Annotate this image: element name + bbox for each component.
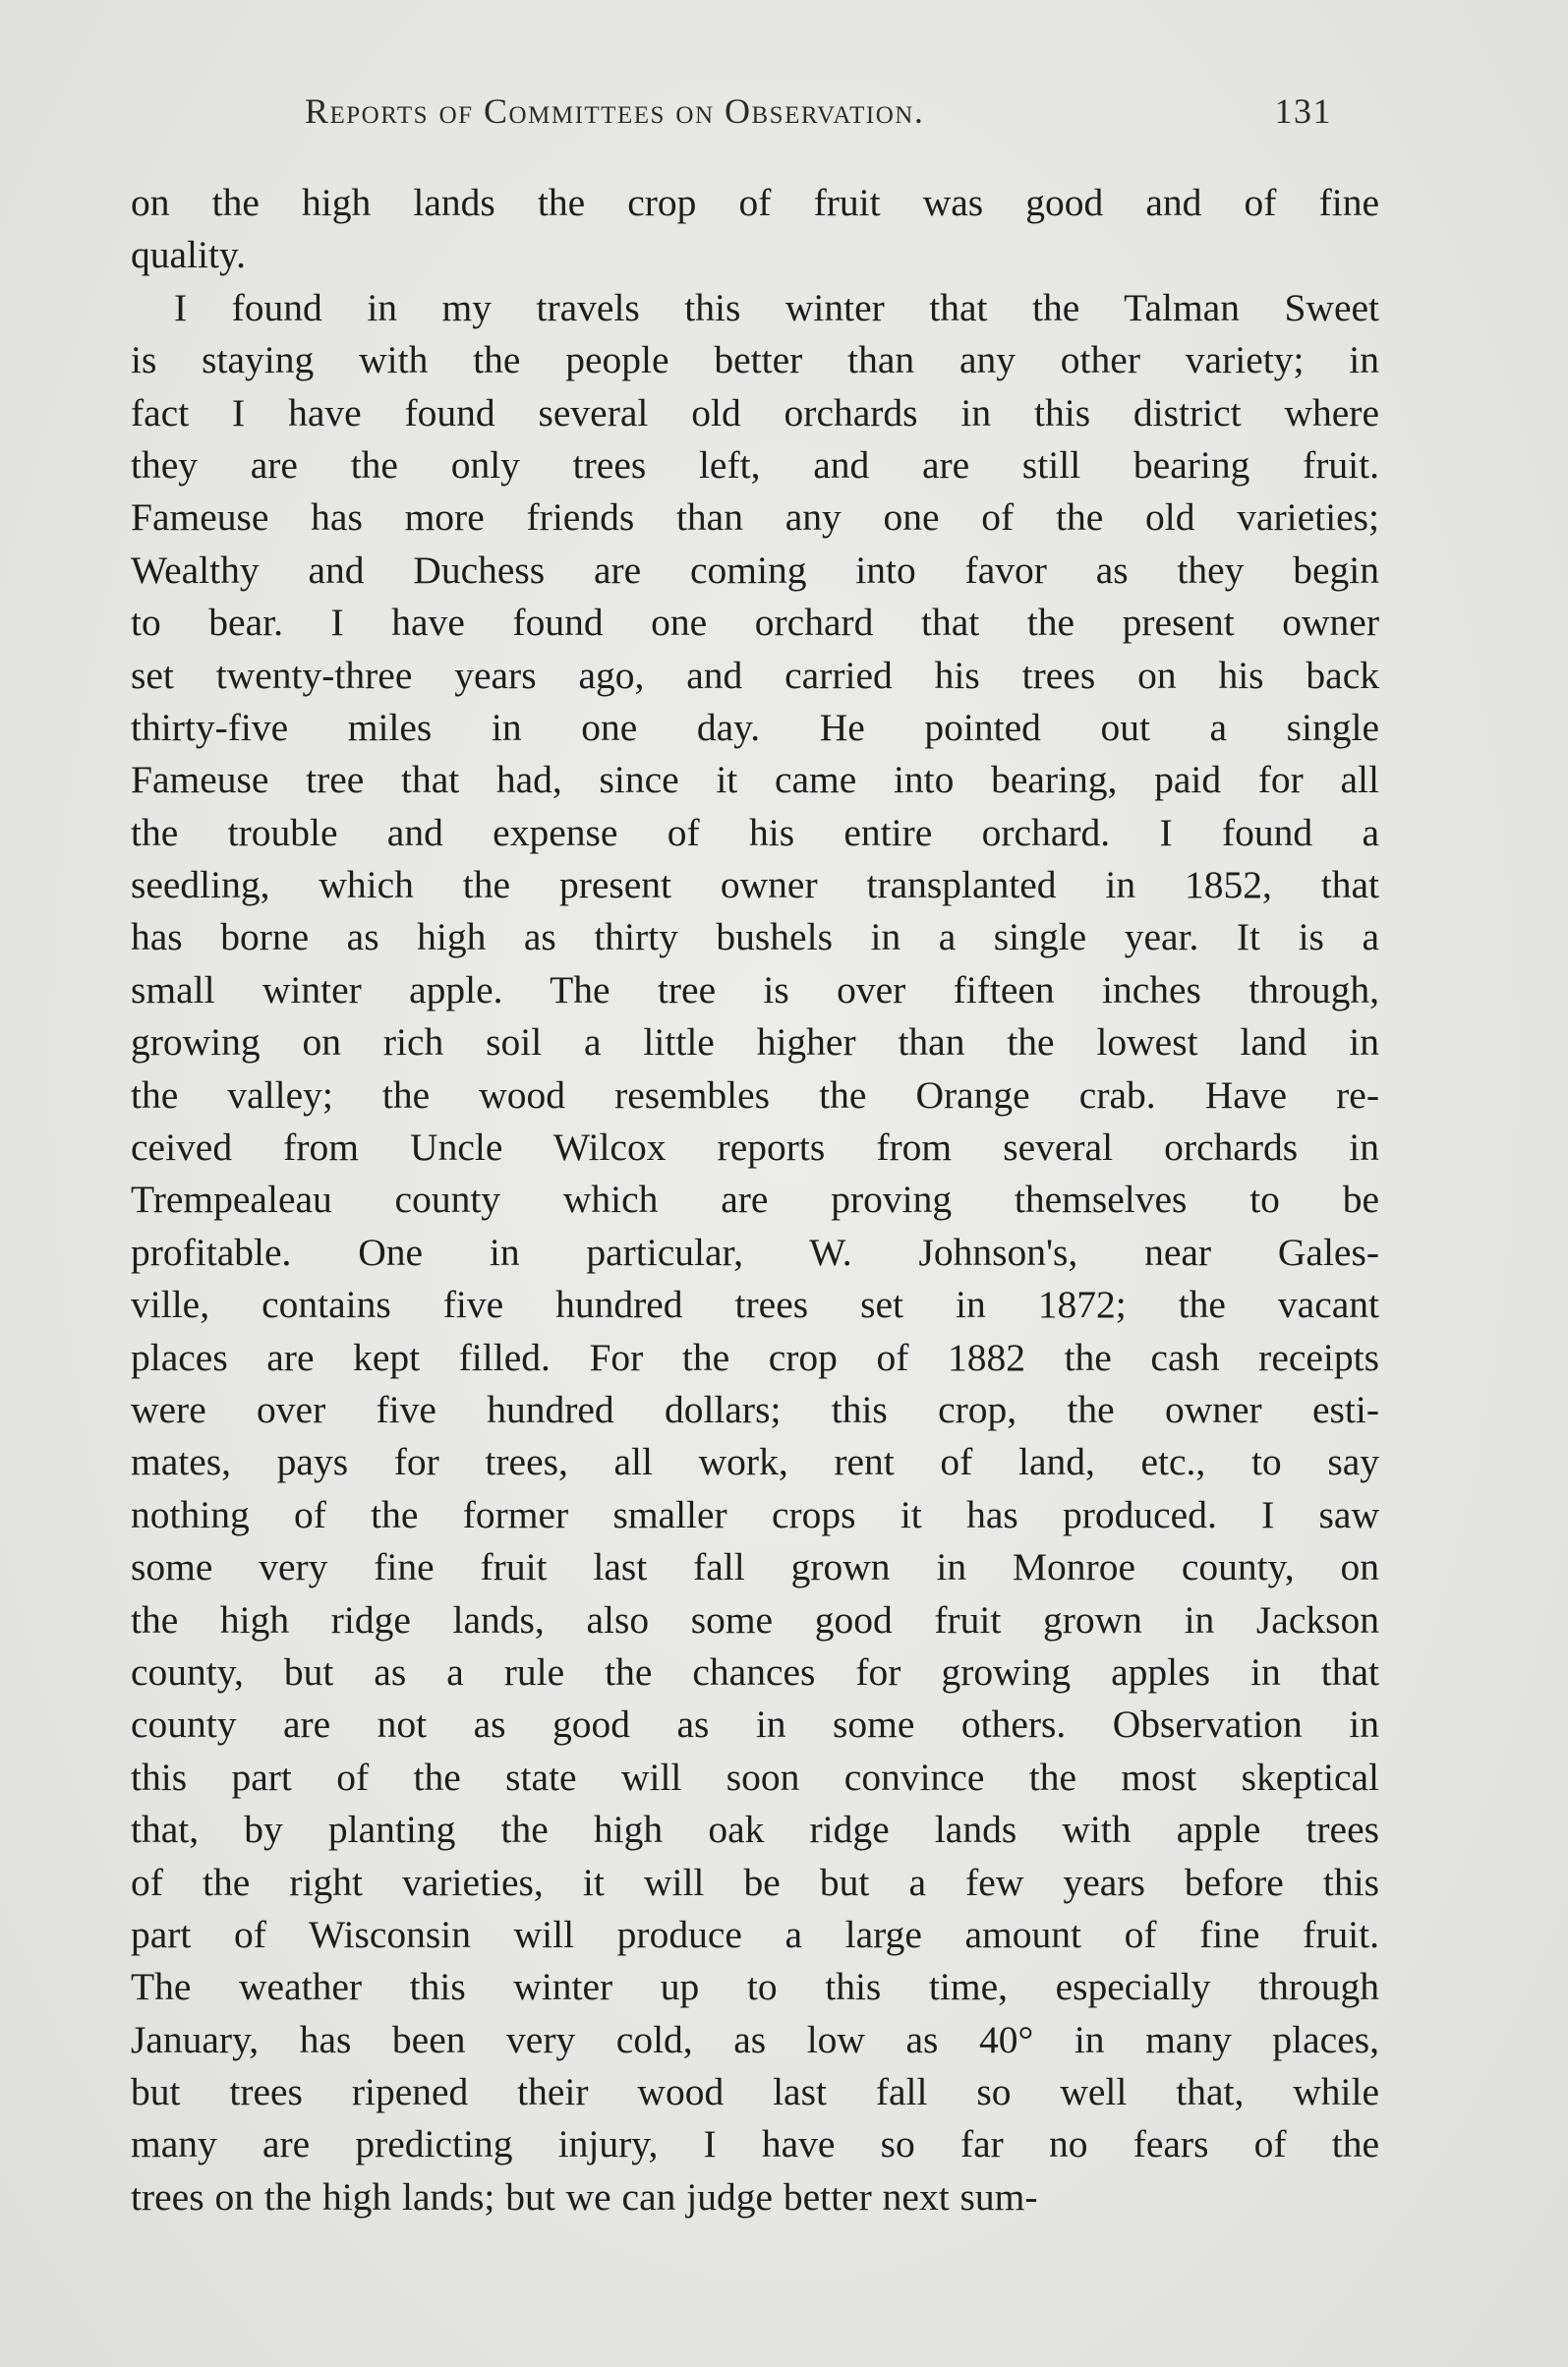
running-head-title: Reports of Committees on Observation.: [305, 91, 925, 131]
page-number: 131: [1274, 91, 1332, 131]
text-line: January, has been very cold, as low as 40° in many places,: [131, 2017, 1379, 2061]
body-text: [131, 177, 1379, 2223]
text-line: of the right varieties, it will be but a few years before this: [131, 1860, 1379, 1904]
text-line: they are the only trees left, and are still bearing fruit.: [131, 442, 1379, 487]
text-line: ceived from Uncle Wilcox reports from several orchards in: [131, 1126, 1379, 1170]
text-line: has borne as high as thirty bushels in a single year. It is a: [131, 915, 1379, 959]
text-line: county, but as a rule the chances for growing apples in that: [131, 1649, 1379, 1694]
text-line: profitable. One in particular, W. Johnson's, near Gales-: [131, 1230, 1379, 1274]
text-line: The weather this winter up to this time, especially through: [131, 1965, 1379, 2009]
paragraph: [131, 282, 1379, 2223]
text-line: fact I have found several old orchards in this district where: [131, 390, 1379, 434]
text-line: the valley; the wood resembles the Orange crab. Have re-: [131, 1072, 1379, 1117]
text-line: Fameuse tree that had, since it came into bearing, paid for all: [131, 758, 1379, 802]
paragraph: [131, 177, 1379, 282]
text-line: were over five hundred dollars; this crop, the owner esti-: [131, 1387, 1379, 1431]
text-line: to bear. I have found one orchard that the present owner: [131, 601, 1379, 645]
text-line: I found in my travels this winter that the Talman Sweet: [174, 285, 1379, 329]
text-line: the high ridge lands, also some good fruit grown in Jackson: [131, 1597, 1379, 1642]
text-line: nothing of the former smaller crops it has produced. I saw: [131, 1492, 1379, 1536]
text-line: but trees ripened their wood last fall so well that, while: [131, 2070, 1379, 2114]
text-line: county are not as good as in some others. Observation in: [131, 1703, 1379, 1747]
text-line: this part of the state will soon convince the most skeptical: [131, 1755, 1379, 1799]
text-line: seedling, which the present owner transplanted in 1852, that: [131, 863, 1379, 907]
text-line: is staying with the people better than any other variety; in: [131, 338, 1379, 382]
text-line: quality.: [131, 233, 247, 277]
text-line: Fameuse has more friends than any one of the old varieties;: [131, 495, 1379, 540]
text-line: mates, pays for trees, all work, rent of land, etc., to say: [131, 1440, 1379, 1484]
text-line: thirty-five miles in one day. He pointed out a single: [131, 705, 1379, 749]
text-line: Wealthy and Duchess are coming into favor as they begin: [131, 548, 1379, 592]
text-line: some very fine fruit last fall grown in Monroe county, on: [131, 1545, 1379, 1589]
text-line: set twenty-three years ago, and carried his trees on his back: [131, 653, 1379, 697]
text-line: many are predicting injury, I have so far no fears of the: [131, 2122, 1379, 2166]
text-line: on the high lands the crop of fruit was good and of fine: [131, 181, 1379, 224]
text-line: trees on the high lands; but we can judge better next sum-: [131, 2174, 1038, 2219]
text-line: Trempealeau county which are proving themselves to be: [131, 1178, 1379, 1222]
text-line: places are kept filled. For the crop of 1882 the cash receipts: [131, 1335, 1379, 1379]
text-line: part of Wisconsin will produce a large amount of fine fruit.: [131, 1912, 1379, 1956]
text-line: small winter apple. The tree is over fifteen inches through,: [131, 967, 1379, 1011]
text-line: the trouble and expense of his entire orchard. I found a: [131, 810, 1379, 854]
text-line: growing on rich soil a little higher than the lowest land in: [131, 1020, 1379, 1065]
text-line: ville, contains five hundred trees set in 1872; the vacant: [131, 1283, 1379, 1327]
running-head: [305, 90, 1332, 140]
text-line: that, by planting the high oak ridge lands with apple trees: [131, 1808, 1379, 1852]
